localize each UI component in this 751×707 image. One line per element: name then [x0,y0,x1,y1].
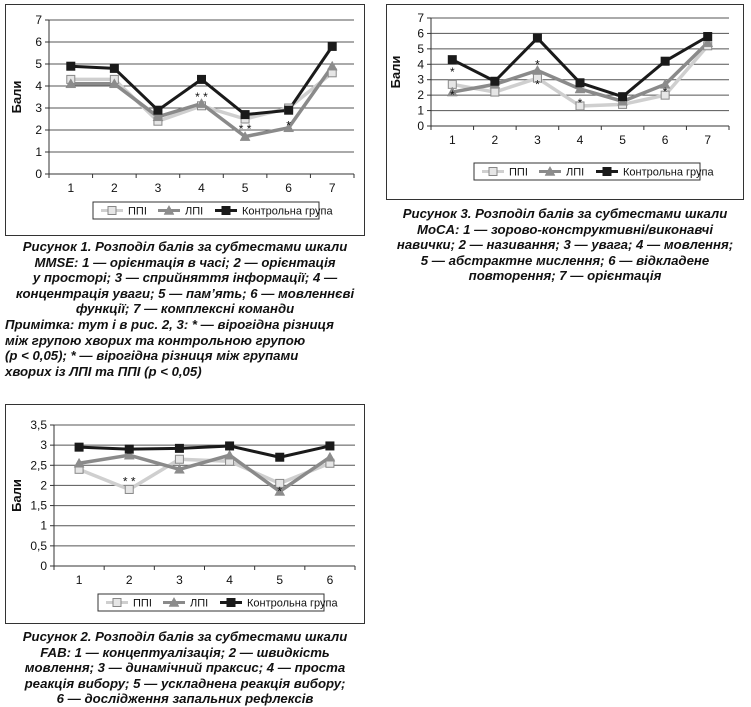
data-point [448,55,457,64]
y-tick-label: 2 [417,88,424,103]
significance-marker: * [535,57,540,72]
x-tick-label: 5 [241,181,249,195]
y-tick-label: 5 [35,57,42,71]
y-tick-label: 4 [35,79,42,93]
caption-fig2-line2: FAB: 1 — концептуалізація; 2 — швидкість [40,644,330,660]
data-point [225,441,234,450]
legend-label: Контрольна група [242,205,333,218]
y-tick-label: 0 [35,167,42,181]
legend-marker [113,599,121,607]
y-tick-label: 5 [417,41,424,56]
caption-fig3-line5: повторення; 7 — орієнтація [468,268,662,283]
data-point [661,57,670,66]
legend-label: ЛПІ [185,205,204,218]
y-tick-label: 7 [35,13,42,27]
chart-frame [6,5,365,236]
significance-marker: * [535,77,540,92]
data-point [576,78,585,87]
x-tick-label: 4 [226,573,233,587]
significance-marker: * [662,85,668,100]
y-tick-label: 7 [417,11,424,25]
caption-fig2 [5,629,365,707]
x-tick-label: 3 [154,181,162,195]
chart-moca-svg [386,4,744,200]
caption-fig1-line5: функції; 7 — комплексні команди [75,301,295,316]
x-tick-label: 5 [619,133,626,147]
data-point [110,64,119,73]
x-tick-label: 6 [285,181,292,195]
y-tick-label: 3,5 [30,418,47,432]
data-point [533,34,542,43]
data-point [618,92,627,101]
note-text [5,317,375,379]
y-axis-label: Бали [9,479,24,512]
note-line4: хворих із ЛПІ та ППІ (р < 0,05) [5,363,202,379]
legend-label: ЛПІ [190,597,209,610]
x-tick-label: 2 [125,573,133,587]
legend-label: ППІ [509,166,528,179]
caption-fig2-line5: 6 — дослідження запальних рефлексів [56,691,314,706]
chart-moca [386,4,744,200]
y-axis-label: Бали [9,80,24,114]
x-tick-label: 3 [176,573,183,587]
data-point [284,106,293,115]
y-tick-label: 1 [417,103,424,118]
legend-marker [108,207,116,215]
note-line1: Примітка: тут і в рис. 2, 3: * — вірогідна різниця [5,317,334,332]
caption-fig1-line2: MMSE: 1 — орієнтація в часі; 2 — орієнтація [34,254,336,270]
chart-mmse [5,4,365,236]
legend-label: ППІ [133,597,152,610]
x-tick-label: 7 [328,181,336,195]
x-tick-label: 2 [111,181,118,195]
x-tick-label: 6 [326,573,334,587]
caption-fig3-line1: Рисунок 3. Розподіл балів за субтестами шкали [402,206,728,221]
caption-fig2-line1: Рисунок 2. Розподіл балів за субтестами шкали [22,629,348,644]
caption-fig3-line3: навички; 2 — називання; 3 — увага; 4 — мовлення; [396,237,734,252]
y-axis-label: Бали [388,55,403,89]
x-tick-label: 7 [704,133,712,147]
legend-label: ППІ [128,205,147,218]
note-line2: між групою хворих та контрольною групою [5,332,306,348]
data-point [75,443,84,452]
y-tick-label: 3 [417,72,424,87]
significance-marker: * [577,95,583,110]
significance-marker: * * [195,90,208,104]
data-point [275,453,284,462]
chart-fab-svg [5,404,365,624]
y-tick-label: 0,5 [30,538,47,553]
y-tick-label: 1 [35,145,42,159]
caption-fig3-line4: 5 — абстрактне мислення; 6 — відкладене [420,252,710,268]
y-tick-label: 3 [40,438,47,453]
significance-marker: * [277,484,283,499]
caption-fig3 [386,206,744,284]
x-tick-label: 1 [75,573,83,587]
caption-fig1-line1: Рисунок 1. Розподіл балів за субтестами шкали [22,239,348,254]
x-tick-label: 5 [276,573,284,587]
chart-frame [6,405,365,624]
data-point [490,77,499,86]
data-point [241,110,250,119]
y-tick-label: 3 [35,101,42,115]
caption-fig3-line2: MoCA: 1 — зорово-конструктивні/виконавчі [416,221,714,237]
data-point [175,455,183,463]
x-tick-label: 1 [448,133,456,147]
data-point [66,62,75,71]
data-point [325,441,334,450]
legend-label: Контрольна група [623,166,714,179]
significance-marker: * [286,118,291,133]
chart-mmse-svg [5,4,365,236]
y-tick-label: 4 [417,57,424,72]
data-point [153,106,162,115]
legend-marker [222,206,231,215]
significance-marker: * * [238,121,252,136]
caption-fig2-line3: мовлення; 3 — динамічний праксис; 4 — проста [24,660,346,675]
y-tick-label: 2 [35,123,42,137]
x-tick-label: 1 [67,181,75,195]
x-tick-label: 4 [576,133,584,147]
significance-marker: * * [122,474,136,489]
y-tick-label: 6 [417,26,424,41]
y-tick-label: 0 [40,559,47,573]
data-point [703,32,712,41]
legend-marker [227,598,236,607]
caption-fig1-line3: у просторі; 3 — сприйняття інформації; 4 — [32,270,338,285]
legend-marker [603,167,612,176]
significance-marker: * [449,65,455,79]
x-tick-label: 4 [198,181,205,195]
y-tick-label: 1 [40,518,47,533]
caption-fig1 [5,239,365,317]
y-tick-label: 2 [40,478,47,493]
data-point [175,444,184,453]
y-tick-label: 1,5 [30,498,47,513]
legend-label: Контрольна група [247,597,338,610]
chart-fab [5,404,365,624]
y-tick-label: 2,5 [30,458,47,473]
legend-marker [489,168,497,176]
caption-fig1-line4: концентрація уваги; 5 — пам’ять; 6 — мовленнєві [15,285,355,301]
x-tick-label: 2 [491,133,499,147]
data-point [125,445,134,454]
significance-marker: * [449,88,455,103]
legend-label: ЛПІ [566,166,585,179]
note-line3: (р < 0,05); * — вірогідна різниця між групами [5,348,299,363]
x-tick-label: 3 [534,133,541,147]
data-point [491,88,499,96]
y-tick-label: 0 [417,119,424,133]
data-point [328,42,337,51]
caption-fig2-line4: реакція вибору; 5 — ускладнена реакція вибору; [24,675,346,691]
y-tick-label: 6 [35,35,42,49]
data-point [197,75,206,84]
x-tick-label: 6 [661,133,669,147]
